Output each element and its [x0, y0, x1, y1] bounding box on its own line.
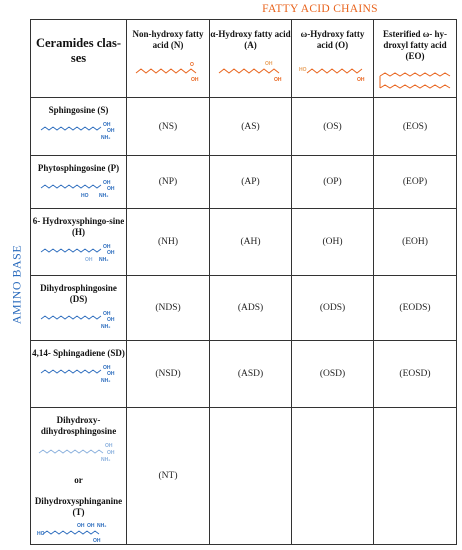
row-sphingadiene	[31, 341, 457, 408]
fa-oh-label: OH	[264, 61, 272, 67]
cell-ns: (NS)	[127, 98, 210, 156]
mol-ho-label: HO	[36, 531, 44, 537]
cell-eos: (EOS)	[374, 98, 457, 156]
phytosphingosine-structure	[39, 178, 119, 200]
fa-ho-label: HO	[298, 67, 306, 73]
cell-nds: (NDS)	[127, 276, 210, 341]
cell-asd: (ASD)	[210, 341, 292, 408]
cell-eosd: (EOSD)	[374, 341, 457, 408]
non-hydroxy-fatty-acid-structure	[134, 57, 202, 83]
base-or: or	[74, 475, 83, 485]
fatty-acid-chains-title: FATTY ACID CHAINS	[262, 3, 378, 15]
base-name: Dihydroxy-dihydrosphingosine	[40, 415, 117, 436]
cell-eoh: (EOH)	[374, 209, 457, 276]
corner-header: Ceramides clas-ses	[31, 20, 127, 98]
mol-nh2-label: NH₂	[100, 135, 110, 141]
base-name: Sphingosine (S)	[48, 105, 109, 115]
cell-osd: (OSD)	[292, 341, 374, 408]
cell-empty	[292, 408, 374, 545]
mol-nh2-label: NH₂	[98, 193, 108, 199]
mol-oh-label: OH	[106, 317, 114, 323]
header-omega-hydroxy	[292, 20, 374, 98]
mol-oh-label: OH	[86, 523, 94, 529]
cell-ads: (ADS)	[210, 276, 292, 341]
mol-oh-label: OH	[102, 244, 110, 250]
mol-oh-label: OH	[106, 250, 114, 256]
header-esterified-omega	[374, 20, 457, 98]
mol-ho-label: HO	[80, 193, 88, 199]
mol-oh-label: OH	[84, 257, 92, 263]
dihydroxysphinganine-structure	[37, 522, 121, 544]
sphingadiene-structure	[39, 363, 119, 385]
cell-nsd: (NSD)	[127, 341, 210, 408]
base-alt-name: Dihydroxysphinganine (T)	[34, 496, 123, 517]
mol-nh2-label: NH₂	[96, 523, 106, 529]
mol-nh2-label: NH₂	[100, 457, 110, 463]
row-dihydroxysphinganine	[31, 408, 457, 545]
omega-hydroxy-fatty-acid-structure	[299, 57, 367, 83]
base-name: Dihydrosphingosine (DS)	[40, 283, 117, 304]
amino-base-title: AMINO BASE	[9, 244, 24, 325]
esterified-fatty-acid-structure	[378, 68, 452, 94]
cell-nh: (NH)	[127, 209, 210, 276]
base-hydroxysphingosine	[31, 209, 127, 276]
cell-ods: (ODS)	[292, 276, 374, 341]
mol-oh-label: OH	[102, 311, 110, 317]
cell-nt: (NT)	[127, 408, 210, 545]
dihydroxy-dihydrosphingosine-structure	[37, 441, 121, 463]
mol-oh-label: OH	[76, 523, 84, 529]
base-phytosphingosine	[31, 156, 127, 209]
cell-empty	[210, 408, 292, 545]
base-name: 4,14- Sphingadiene (SD)	[32, 348, 125, 358]
base-name: 6- Hydroxysphingo-sine (H)	[32, 216, 125, 237]
mol-oh-label: OH	[106, 371, 114, 377]
fa-label: Non-hydroxy fatty acid (N)	[132, 29, 204, 50]
mol-oh-label: OH	[106, 450, 114, 456]
row-sphingosine	[31, 98, 457, 156]
alpha-hydroxy-fatty-acid-structure	[217, 57, 285, 83]
cell-as: (AS)	[210, 98, 292, 156]
row-dihydrosphingosine	[31, 276, 457, 341]
fa-o-label: O	[190, 62, 194, 68]
fa-oh-label: OH	[273, 77, 281, 83]
header-non-hydroxy	[127, 20, 210, 98]
ceramide-table	[30, 19, 457, 545]
base-dihydrosphingosine	[31, 276, 127, 341]
cell-eop: (EOP)	[374, 156, 457, 209]
mol-oh-label: OH	[92, 538, 100, 544]
base-sphingosine	[31, 98, 127, 156]
mol-oh-label: OH	[106, 128, 114, 134]
cell-ap: (AP)	[210, 156, 292, 209]
base-sphingadiene	[31, 341, 127, 408]
cell-ah: (AH)	[210, 209, 292, 276]
row-phytosphingosine	[31, 156, 457, 209]
cell-np: (NP)	[127, 156, 210, 209]
mol-oh-label: OH	[106, 186, 114, 192]
fa-label: α-Hydroxy fatty acid (A)	[210, 29, 291, 50]
sphingosine-structure	[39, 120, 119, 142]
fa-oh-label: OH	[356, 77, 364, 83]
cell-op: (OP)	[292, 156, 374, 209]
mol-nh2-label: NH₂	[100, 378, 110, 384]
base-dihydroxysphinganine	[31, 408, 127, 545]
dihydrosphingosine-structure	[39, 309, 119, 331]
cell-empty	[374, 408, 457, 545]
mol-oh-label: OH	[102, 180, 110, 186]
cell-os: (OS)	[292, 98, 374, 156]
mol-oh-label: OH	[104, 443, 112, 449]
header-row	[31, 20, 457, 98]
cell-oh: (OH)	[292, 209, 374, 276]
fa-oh-label: OH	[191, 77, 199, 83]
header-alpha-hydroxy	[210, 20, 292, 98]
row-hydroxysphingosine	[31, 209, 457, 276]
fa-label: ω-Hydroxy fatty acid (O)	[300, 29, 365, 50]
cell-eods: (EODS)	[374, 276, 457, 341]
mol-nh2-label: NH₂	[100, 324, 110, 330]
mol-oh-label: OH	[102, 122, 110, 128]
mol-nh2-label: NH₂	[98, 257, 108, 263]
fa-label: Esterified ω- hy-droxyl fatty acid (EO)	[382, 29, 448, 61]
base-name: Phytosphingosine (P)	[37, 163, 120, 173]
mol-oh-label: OH	[102, 365, 110, 371]
hydroxysphingosine-structure	[39, 242, 119, 264]
